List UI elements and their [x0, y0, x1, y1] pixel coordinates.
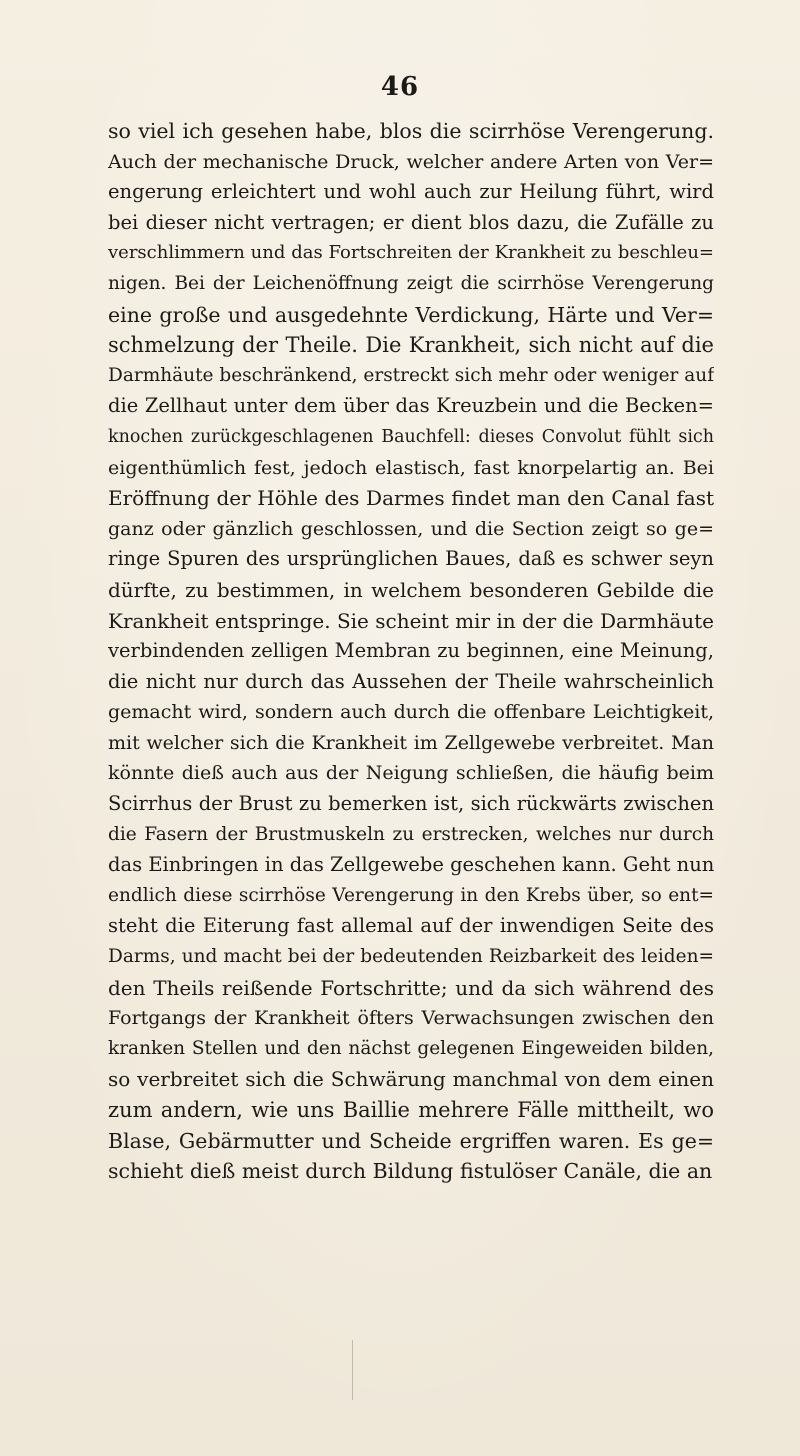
- text-line: Eröffnung der Höhle des Darmes findet man den Canal fast: [108, 486, 714, 511]
- text-line: endlich diese scirrhöse Verengerung in den Krebs über, so ent=: [108, 884, 714, 906]
- text-line: könnte dieß auch aus der Neigung schließen, die häufig beim: [108, 762, 714, 785]
- text-line: das Einbringen in das Zellgewebe geschehen kann. Geht nun: [108, 853, 714, 877]
- text-line: so viel ich gesehen habe, blos die scirrhöse Verengerung.: [108, 119, 714, 143]
- text-line: verschlimmern und das Fortschreiten der Krankheit zu beschleu=: [108, 242, 714, 264]
- text-line: zum andern, wie uns Baillie mehrere Fälle mittheilt, wo: [108, 1098, 714, 1122]
- text-line: eigenthümlich fest, jedoch elastisch, fast knorpelartig an. Bei: [108, 456, 714, 479]
- text-line: Darms, und macht bei der bedeutenden Reizbarkeit des leiden=: [108, 946, 714, 968]
- text-line: die Zellhaut unter dem über das Kreuzbein und die Becken=: [108, 394, 714, 418]
- text-line: gemacht wird, sondern auch durch die offenbare Leichtigkeit,: [108, 701, 714, 724]
- text-line: Scirrhus der Brust zu bemerken ist, sich rückwärts zwischen: [108, 792, 714, 816]
- text-line: schieht dieß meist durch Bildung fistulöser Canäle, die an: [108, 1159, 713, 1184]
- text-line: eine große und ausgedehnte Verdickung, Härte und Ver=: [108, 302, 714, 327]
- page-number: 46: [380, 72, 420, 102]
- text-line: so verbreitet sich die Schwärung manchmal von dem einen: [108, 1067, 714, 1092]
- text-line: kranken Stellen und den nächst gelegenen Eingeweiden bilden,: [108, 1037, 714, 1059]
- text-line: ringe Spuren des ursprünglichen Baues, daß es schwer seyn: [108, 547, 714, 571]
- text-line: schmelzung der Theile. Die Krankheit, sich nicht auf die: [108, 333, 714, 358]
- text-line: Blase, Gebärmutter und Scheide ergriffen waren. Es ge=: [108, 1128, 714, 1153]
- text-line: engerung erleichtert und wohl auch zur Heilung führt, wird: [108, 180, 714, 204]
- text-line: verbindenden zelligen Membran zu beginnen, eine Meinung,: [108, 639, 714, 663]
- text-line: ganz oder gänzlich geschlossen, und die Section zeigt so ge=: [108, 517, 714, 540]
- text-line: knochen zurückgeschlagenen Bauchfell: dieses Convolut fühlt sich: [108, 426, 714, 447]
- text-line: Darmhäute beschränkend, erstreckt sich mehr oder weniger auf: [108, 364, 714, 386]
- paper-crease: [352, 1340, 353, 1400]
- text-line: Krankheit entspringe. Sie scheint mir in der die Darmhäute: [108, 608, 714, 633]
- text-line: mit welcher sich die Krankheit im Zellgewebe verbreitet. Man: [108, 731, 714, 754]
- text-line: die nicht nur durch das Aussehen der Theile wahrscheinlich: [108, 669, 714, 693]
- text-line: steht die Eiterung fast allemal auf der inwendigen Seite des: [108, 914, 714, 938]
- text-line: dürfte, zu bestimmen, in welchem besonderen Gebilde die: [108, 577, 714, 602]
- body-text: [108, 116, 714, 1187]
- text-line: Auch der mechanische Druck, welcher andere Arten von Ver=: [108, 150, 714, 173]
- text-line: nigen. Bei der Leichenöffnung zeigt die scirrhöse Verengerung: [108, 272, 714, 294]
- text-line: bei dieser nicht vertragen; er dient blos dazu, die Zufälle zu: [108, 210, 714, 234]
- text-line: die Fasern der Brustmuskeln zu erstrecken, welches nur durch: [108, 823, 714, 845]
- text-line: den Theils reißende Fortschritte; und da sich während des: [108, 975, 714, 1000]
- text-line: Fortgangs der Krankheit öfters Verwachsungen zwischen den: [108, 1007, 714, 1030]
